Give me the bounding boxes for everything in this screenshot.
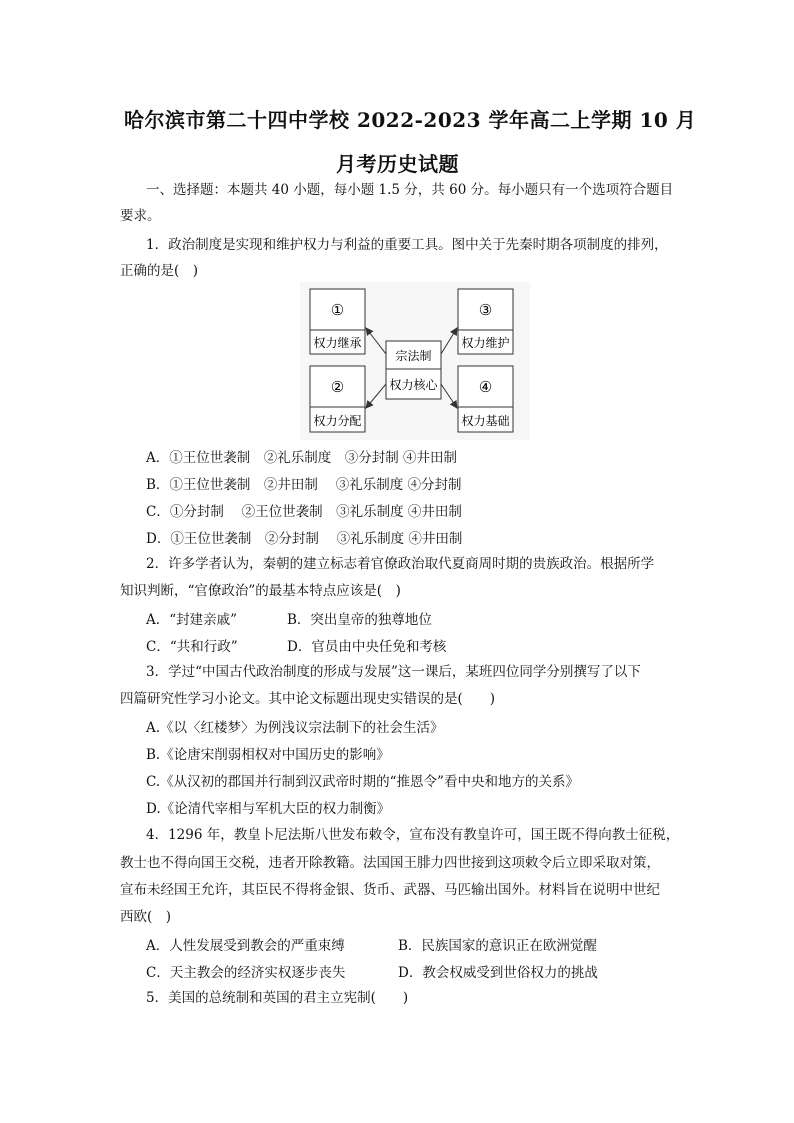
question-2-option-b[interactable]: B．突出皇帝的独尊地位 (287, 612, 432, 628)
question-3-option-b[interactable]: B.《论唐宋削弱相权对中国历史的影响》 (146, 747, 390, 763)
diagram-box-4-label: 权力基础 (461, 414, 510, 428)
question-4-option-a[interactable]: A．人性发展受到教会的严重束缚 (146, 938, 345, 954)
diagram-center-bottom: 权力核心 (389, 378, 438, 392)
page-title-line2: 月考历史试题 (336, 152, 459, 176)
question-2-stem-cont: 知识判断，“官僚政治”的最基本特点应该是( ) (120, 583, 401, 599)
diagram-box-3-label: 权力维护 (461, 336, 510, 350)
question-2-stem: 2．许多学者认为，秦朝的建立标志着官僚政治取代夏商周时期的贵族政治。根据所学 (146, 556, 655, 572)
diagram-box-4-number: ④ (478, 378, 493, 396)
question-1-option-b[interactable]: B．①王位世袭制 ②井田制 ③礼乐制度 ④分封制 (146, 477, 462, 493)
question-1-stem-cont: 正确的是( ) (120, 263, 199, 279)
question-5-stem: 5．美国的总统制和英国的君主立宪制( ) (146, 990, 409, 1006)
question-4-stem-cont-2: 宣布未经国王允许，其臣民不得将金银、货币、武器、马匹输出国外。材料旨在说明中世纪 (120, 882, 660, 898)
question-3-stem-cont: 四篇研究性学习小论文。其中论文标题出现史实错误的是( ) (120, 691, 496, 707)
diagram-box-1-number: ① (330, 301, 345, 319)
question-1-diagram (300, 282, 530, 440)
section-instructions-cont: 要求。 (120, 208, 161, 224)
question-3-option-a[interactable]: A.《以〈红楼梦〉为例浅议宗法制下的社会生活》 (146, 720, 444, 736)
question-4-stem: 4．1296 年，教皇卜尼法斯八世发布敕令，宣布没有教皇许可，国王既不得向教士征税， (146, 827, 680, 843)
question-4-option-c[interactable]: C．天主教会的经济实权逐步丧失 (146, 965, 346, 981)
question-4-stem-cont-3: 西欧( ) (120, 909, 172, 925)
question-3-option-c[interactable]: C.《从汉初的郡国并行制到汉武帝时期的“推恩令”看中央和地方的关系》 (146, 774, 579, 790)
diagram-box-3-number: ③ (478, 301, 493, 319)
page-title-line1: 哈尔滨市第二十四中学校 2022-2023 学年高二上学期 10 月 (124, 108, 697, 132)
question-3-stem: 3．学过“中国古代政治制度的形成与发展”这一课后，某班四位同学分别撰写了以下 (146, 664, 641, 680)
diagram-box-2-number: ② (330, 378, 345, 396)
question-2-option-d[interactable]: D．官员由中央任免和考核 (287, 639, 447, 655)
question-4-option-b[interactable]: B．民族国家的意识正在欧洲觉醒 (398, 938, 597, 954)
question-1-option-a[interactable]: A．①王位世袭制 ②礼乐制度 ③分封制 ④井田制 (146, 450, 458, 466)
question-2-option-a[interactable]: A．“封建亲戚” (146, 612, 238, 628)
question-4-stem-cont-1: 教士也不得向国王交税，违者开除教籍。法国国王腓力四世接到这项敕令后立即采取对策， (120, 855, 660, 871)
diagram-box-1-label: 权力继承 (313, 336, 362, 350)
question-1-option-c[interactable]: C．①分封制 ②王位世袭制 ③礼乐制度 ④井田制 (146, 504, 462, 520)
question-2-option-c[interactable]: C．“共和行政” (146, 639, 238, 655)
diagram-center-top: 宗法制 (395, 349, 432, 363)
section-instructions: 一、选择题：本题共 40 小题，每小题 1.5 分，共 60 分。每小题只有一个选项符合题目 (146, 182, 674, 198)
question-1-stem: 1．政治制度是实现和维护权力与利益的重要工具。图中关于先秦时期各项制度的排列， (146, 237, 668, 253)
question-3-option-d[interactable]: D.《论清代宰相与军机大臣的权力制衡》 (146, 801, 391, 817)
diagram-box-2-label: 权力分配 (313, 414, 362, 428)
question-1-option-d[interactable]: D．①王位世袭制 ②分封制 ③礼乐制度 ④井田制 (146, 531, 463, 547)
question-4-option-d[interactable]: D．教会权威受到世俗权力的挑战 (398, 965, 598, 981)
